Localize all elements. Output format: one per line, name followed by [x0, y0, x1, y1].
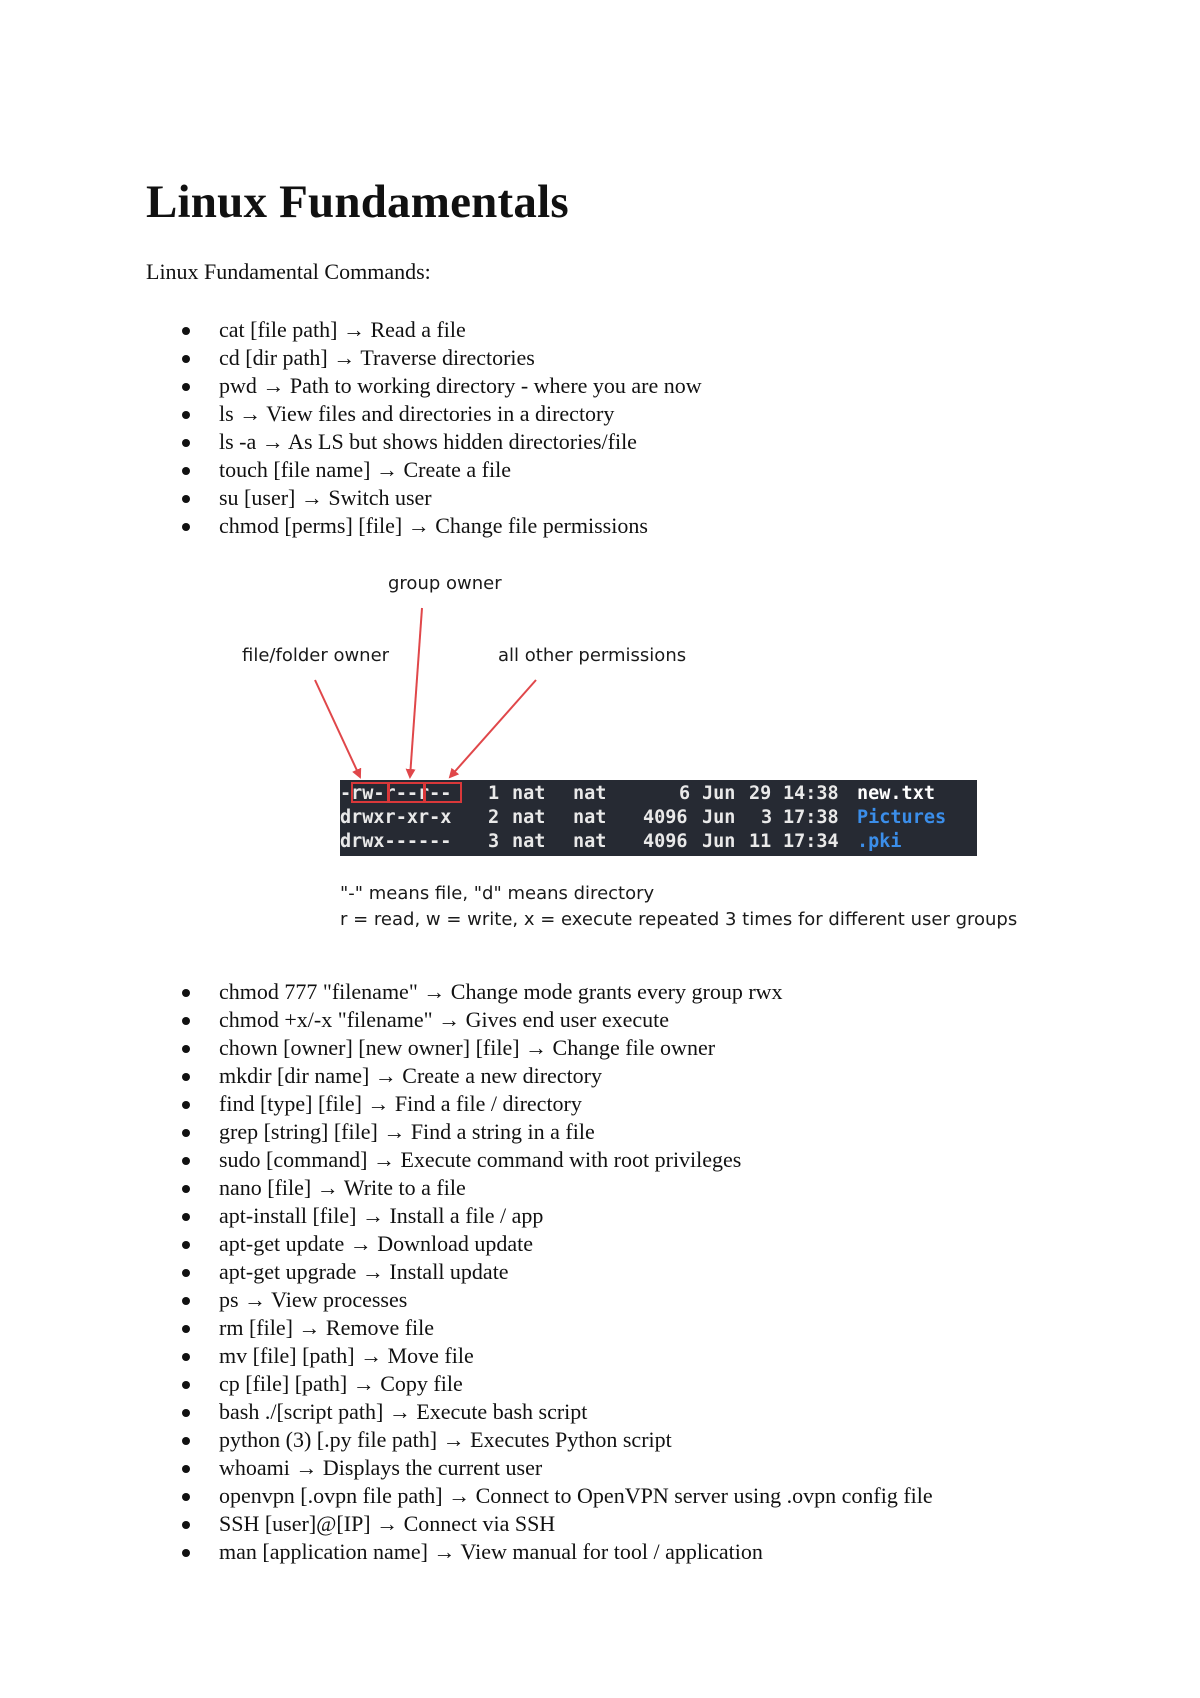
- list-item-text: bash ./[script path] → Execute bash script: [219, 1399, 588, 1424]
- command-list-advanced: [146, 978, 933, 1566]
- links-cell: 2: [488, 807, 500, 828]
- links-cell: 3: [488, 831, 500, 852]
- bullet-icon: [182, 1465, 190, 1473]
- list-item: [146, 1034, 933, 1062]
- list-item: [146, 1174, 933, 1202]
- other-permission-highlight: [424, 782, 462, 803]
- bullet-icon: [182, 355, 190, 363]
- list-item-text: mv [file] [path] → Move file: [219, 1343, 474, 1368]
- list-item-text: ls -a → As LS but shows hidden directories/file: [219, 429, 637, 454]
- list-item: [146, 484, 702, 512]
- terminal-row: [340, 806, 947, 830]
- list-item: [146, 1342, 933, 1370]
- list-item: [146, 1202, 933, 1230]
- bullet-icon: [182, 1353, 190, 1361]
- filename-cell: Pictures: [857, 807, 947, 828]
- list-item: [146, 1454, 933, 1482]
- list-item-text: touch [file name] → Create a file: [219, 457, 511, 482]
- perms-cell: -rw-r--r--: [340, 783, 452, 804]
- group-permission-highlight: [388, 782, 425, 803]
- list-item: [146, 1146, 933, 1174]
- list-item: [146, 1398, 933, 1426]
- bullet-icon: [182, 1269, 190, 1277]
- list-item: [146, 1006, 933, 1034]
- day-cell: 29: [749, 783, 772, 804]
- list-item-text: rm [file] → Remove file: [219, 1315, 435, 1340]
- list-item-text: grep [string] [file] → Find a string in a file: [219, 1119, 595, 1144]
- list-item: [146, 1230, 933, 1258]
- bullet-icon: [182, 467, 190, 475]
- bullet-icon: [182, 1101, 190, 1109]
- label-group-owner: group owner: [388, 573, 502, 594]
- bullet-icon: [182, 495, 190, 503]
- figure-note-file-type: "-" means file, "d" means directory: [340, 883, 655, 904]
- list-item-text: chmod +x/-x "filename" → Gives end user execute: [219, 1007, 670, 1032]
- group-cell: nat: [573, 783, 607, 804]
- group-cell: nat: [573, 831, 607, 852]
- bullet-icon: [182, 383, 190, 391]
- bullet-icon: [182, 1129, 190, 1137]
- list-item: [146, 316, 702, 344]
- list-item: [146, 428, 702, 456]
- bullet-icon: [182, 1521, 190, 1529]
- month-cell: Jun: [702, 831, 736, 852]
- owner-permission-highlight: [351, 782, 389, 803]
- filename-cell: new.txt: [857, 783, 935, 804]
- bullet-icon: [182, 523, 190, 531]
- list-item: [146, 978, 933, 1006]
- terminal-row: [340, 830, 902, 854]
- time-cell: 14:38: [783, 783, 839, 804]
- bullet-icon: [182, 1157, 190, 1165]
- bullet-icon: [182, 1549, 190, 1557]
- time-cell: 17:38: [783, 807, 839, 828]
- list-item-text: ps → View processes: [219, 1287, 408, 1312]
- day-cell: 3: [761, 807, 773, 828]
- list-item-text: chmod [perms] [file] → Change file permissions: [219, 513, 648, 538]
- list-item-text: apt-get upgrade → Install update: [219, 1259, 509, 1284]
- list-item: [146, 1286, 933, 1314]
- list-item-text: apt-get update → Download update: [219, 1231, 534, 1256]
- list-item-text: whoami → Displays the current user: [219, 1455, 543, 1480]
- group-cell: nat: [573, 807, 607, 828]
- list-item-text: chmod 777 "filename" → Change mode grants every group rwx: [219, 979, 783, 1004]
- list-item-text: python (3) [.py file path] → Executes Python script: [219, 1427, 672, 1452]
- list-item-text: nano [file] → Write to a file: [219, 1175, 466, 1200]
- list-item-text: sudo [command] → Execute command with root privileges: [219, 1147, 742, 1172]
- user-cell: nat: [512, 831, 546, 852]
- arrow-file-owner: [315, 680, 360, 777]
- figure-note-permissions: r = read, w = write, x = execute repeated 3 times for different user groups: [340, 909, 1018, 930]
- bullet-icon: [182, 411, 190, 419]
- list-item: [146, 1118, 933, 1146]
- bullet-icon: [182, 1185, 190, 1193]
- month-cell: Jun: [702, 783, 736, 804]
- bullet-icon: [182, 1045, 190, 1053]
- links-cell: 1: [488, 783, 500, 804]
- list-item-text: apt-install [file] → Install a file / app: [219, 1203, 544, 1228]
- size-cell: 4096: [643, 831, 688, 852]
- list-item-text: SSH [user]@[IP] → Connect via SSH: [219, 1511, 556, 1536]
- list-item: [146, 1538, 933, 1566]
- bullet-icon: [182, 989, 190, 997]
- list-item-text: chown [owner] [new owner] [file] → Change file owner: [219, 1035, 716, 1060]
- bullet-icon: [182, 1409, 190, 1417]
- label-file-owner: file/folder owner: [242, 645, 390, 666]
- label-other-permissions: all other permissions: [498, 645, 687, 666]
- list-item-text: cat [file path] → Read a file: [219, 317, 466, 342]
- list-item: [146, 1426, 933, 1454]
- perms-cell: drwxr-xr-x: [340, 807, 452, 828]
- bullet-icon: [182, 439, 190, 447]
- list-item-text: ls → View files and directories in a directory: [219, 401, 615, 426]
- intro-text: Linux Fundamental Commands:: [146, 259, 431, 284]
- bullet-icon: [182, 1325, 190, 1333]
- list-item-text: pwd → Path to working directory - where you are now: [219, 373, 702, 398]
- user-cell: nat: [512, 783, 546, 804]
- list-item-text: mkdir [dir name] → Create a new directory: [219, 1063, 603, 1088]
- list-item: [146, 1482, 933, 1510]
- list-item: [146, 1314, 933, 1342]
- bullet-icon: [182, 1241, 190, 1249]
- list-item: [146, 1370, 933, 1398]
- list-item: [146, 512, 702, 540]
- bullet-icon: [182, 1213, 190, 1221]
- list-item: [146, 1258, 933, 1286]
- list-item-text: cp [file] [path] → Copy file: [219, 1371, 463, 1396]
- page-title: Linux Fundamentals: [146, 176, 569, 228]
- list-item-text: openvpn [.ovpn file path] → Connect to OpenVPN server using .ovpn config file: [219, 1483, 933, 1508]
- perms-cell: drwx------: [340, 831, 452, 852]
- time-cell: 17:34: [783, 831, 839, 852]
- list-item: [146, 1090, 933, 1118]
- bullet-icon: [182, 1073, 190, 1081]
- list-item-text: find [type] [file] → Find a file / directory: [219, 1091, 582, 1116]
- bullet-icon: [182, 1381, 190, 1389]
- bullet-icon: [182, 1493, 190, 1501]
- list-item: [146, 1062, 933, 1090]
- list-item: [146, 344, 702, 372]
- user-cell: nat: [512, 807, 546, 828]
- bullet-icon: [182, 1017, 190, 1025]
- list-item: [146, 372, 702, 400]
- command-list-basic: [146, 316, 702, 540]
- filename-cell: .pki: [857, 831, 902, 852]
- arrow-group-owner: [410, 608, 422, 777]
- list-item: [146, 456, 702, 484]
- bullet-icon: [182, 327, 190, 335]
- day-cell: 11: [749, 831, 772, 852]
- bullet-icon: [182, 1297, 190, 1305]
- list-item-text: man [application name] → View manual for tool / application: [219, 1539, 763, 1564]
- size-cell: 4096: [643, 807, 688, 828]
- list-item-text: su [user] → Switch user: [219, 485, 432, 510]
- bullet-icon: [182, 1437, 190, 1445]
- list-item: [146, 1510, 933, 1538]
- arrow-other: [450, 680, 536, 777]
- list-item-text: cd [dir path] → Traverse directories: [219, 345, 535, 370]
- size-cell: 6: [679, 783, 691, 804]
- terminal-listing: [340, 780, 977, 856]
- list-item: [146, 400, 702, 428]
- permissions-figure: [230, 565, 1030, 945]
- month-cell: Jun: [702, 807, 736, 828]
